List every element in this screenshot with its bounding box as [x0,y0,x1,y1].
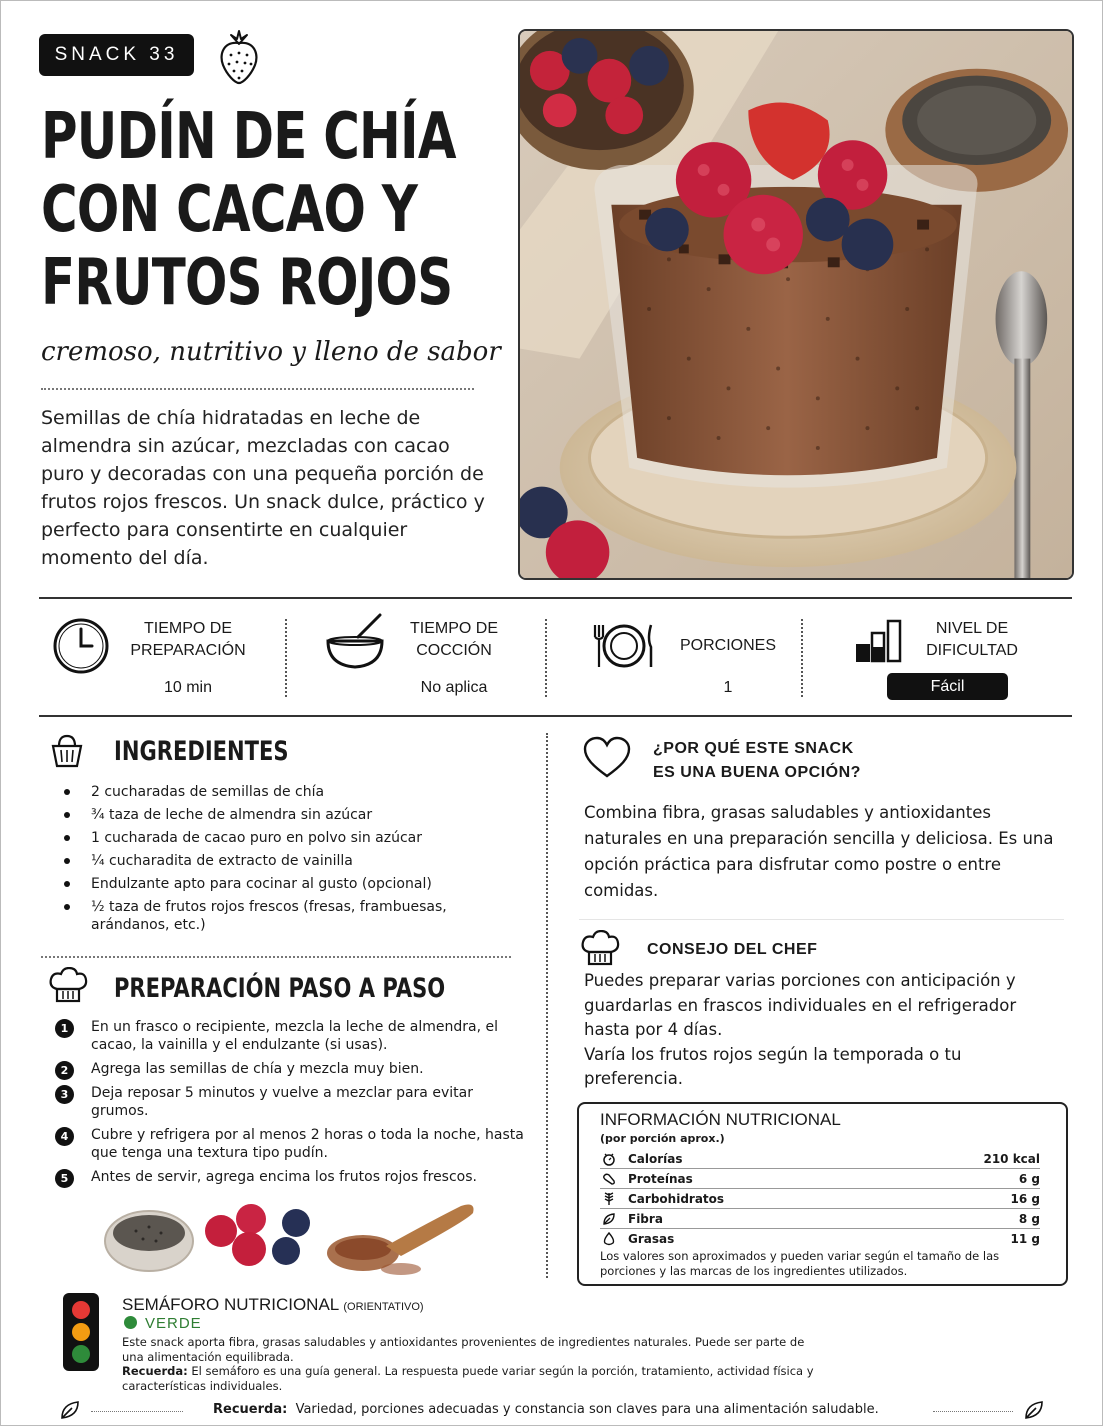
stat-value: No aplica [420,679,488,696]
why-text: Combina fibra, grasas saludables y antioxidantes naturales en una preparación sencilla y deliciosa. Es una opción práctica para disfrutar como postre o entre comidas. [584,803,1054,900]
nutrition-note: Los valores son aproximados y pueden variar según el tamaño de las porciones y las marcas de los ingredientes utilizados. [600,1249,1000,1278]
nutrient-name: Carbohidratos [628,1192,725,1206]
list-item: Endulzante apto para cocinar al gusto (opcional) [61,875,511,893]
semaforo-title [122,1295,424,1315]
chef-hat-icon [579,930,621,966]
semaforo-level [124,1315,202,1332]
semaforo-reminder-label: Recuerda: [122,1364,188,1378]
stat-value: 10 min [163,679,213,696]
protein-icon [602,1172,616,1186]
ingredients-title: INGREDIENTES [114,736,289,767]
chef-tip-paragraph: Puedes preparar varias porciones con anticipación y guardarlas en frascos individuales en el refrigerador hasta por 4 días. [584,971,1017,1039]
plate-icon [591,621,657,671]
divider [91,1411,183,1412]
nutrient-value: 16 g [1010,1192,1040,1206]
list-item [55,1018,525,1054]
calories-icon [602,1152,616,1166]
divider [545,619,547,697]
stat-label: TIEMPO DE PREPARACIÓN [130,620,246,659]
why-title [653,737,861,785]
basket-icon [49,732,85,768]
divider [285,619,287,697]
title-line: PUDÍN DE CHÍA [41,100,456,174]
steps-list [55,1018,525,1192]
fat-icon [602,1232,616,1246]
stat-label: PORCIONES [679,637,776,654]
ingredients-list [61,783,511,939]
nutrition-row [600,1210,1040,1229]
step-text: Antes de servir, agrega encima los frutos rojos frescos. [91,1169,477,1185]
fiber-icon [602,1212,616,1226]
nutrition-subtitle: (por porción aprox.) [600,1132,725,1145]
nutrition-row [600,1170,1040,1189]
stat-cook [389,599,519,715]
divider [546,733,548,1278]
step-number: 4 [55,1127,74,1146]
semaforo-description: Este snack aporta fibra, grasas saludables y antioxidantes provenientes de ingredientes naturales. Puede ser parte de una alimentación equilibrada. [122,1335,805,1364]
nutrient-value: 210 kcal [983,1152,1040,1166]
chef-tip-paragraph: Varía los frutos rojos según la temporada o tu preferencia. [584,1044,962,1088]
nutrition-row [600,1150,1040,1169]
step-text: Agrega las semillas de chía y mezcla muy bien. [91,1061,424,1077]
traffic-light-icon [63,1293,99,1371]
footer [1,1399,1103,1423]
title-line: FRUTOS ROJOS [41,246,453,320]
stat-label: NIVEL DE DIFICULTAD [926,620,1018,659]
why-title-line: ES UNA BUENA OPCIÓN? [653,764,861,781]
chef-hat-icon [47,967,89,1003]
nutrient-value: 6 g [1018,1172,1040,1186]
nutrient-name: Fibra [628,1212,663,1226]
list-item [55,1168,525,1186]
carbs-icon [602,1192,616,1206]
ingredients-illustration [101,1191,521,1281]
stat-portions [663,599,793,715]
leaf-icon [59,1399,81,1421]
title-line: CON CACAO Y [41,173,418,247]
semaforo-title-text: SEMÁFORO NUTRICIONAL [122,1295,339,1314]
why-title-line: ¿POR QUÉ ESTE SNACK [653,740,854,757]
step-number: 5 [55,1169,74,1188]
pudding-photo [518,29,1074,580]
divider [579,919,1064,920]
chef-tip-text [584,969,1059,1092]
footer-label: Recuerda: [213,1402,288,1417]
traffic-light-amber [72,1323,90,1341]
nutrition-box [577,1102,1068,1286]
step-number: 3 [55,1085,74,1104]
traffic-light-red [72,1301,90,1319]
clock-icon [52,617,110,675]
strawberry-icon [215,29,263,85]
divider [41,956,511,958]
list-item: ¼ cucharadita de extracto de vainilla [61,852,511,870]
chef-tip-title: CONSEJO DEL CHEF [647,941,818,958]
bowl-icon [324,613,386,671]
list-item [55,1084,525,1120]
divider [933,1411,1013,1412]
traffic-light-green [72,1345,90,1363]
nutrition-row [600,1230,1040,1249]
snack-badge: SNACK 33 [39,34,194,76]
step-text: Cubre y refrigera por al menos 2 horas o toda la noche, hasta que tenga una textura tipo pudín. [91,1127,524,1161]
nutrient-value: 8 g [1018,1212,1040,1226]
list-item: 2 cucharadas de semillas de chía [61,783,511,801]
step-number: 2 [55,1061,74,1080]
leaf-icon [1023,1399,1045,1421]
step-text: Deja reposar 5 minutos y vuelve a mezclar para evitar grumos. [91,1085,473,1119]
semaforo-reminder [122,1364,822,1393]
nutrition-row [600,1190,1040,1209]
list-item: 1 cucharada de cacao puro en polvo sin azúcar [61,829,511,847]
divider [801,619,803,697]
list-item: ¾ taza de leche de almendra sin azúcar [61,806,511,824]
level-bars-icon [855,619,903,663]
list-item: ½ taza de frutos rojos frescos (fresas, frambuesas, arándanos, etc.) [61,898,511,934]
difficulty-badge: Fácil [887,673,1008,700]
divider [41,388,474,390]
nutrient-name: Proteínas [628,1172,693,1186]
footer-message: Variedad, porciones adecuadas y constancia son claves para una alimentación saludable. [295,1402,879,1417]
stat-prep [123,599,253,715]
stat-value: 1 [723,679,733,696]
heart-icon [583,736,631,780]
nutrition-title: INFORMACIÓN NUTRICIONAL [600,1110,841,1129]
recipe-stats [39,597,1072,717]
stat-label: TIEMPO DE COCCIÓN [409,620,498,659]
semaforo-title-note: (ORIENTATIVO) [343,1301,424,1313]
nutrient-name: Calorías [628,1152,683,1166]
steps-title: PREPARACIÓN PASO A PASO [114,973,446,1004]
footer-text [213,1402,879,1417]
step-number: 1 [55,1019,74,1038]
semaforo-reminder-text: El semáforo es una guía general. La respuesta puede variar según la porción, tratamiento, actividad física y características individuales. [122,1364,814,1393]
intro-paragraph: Semillas de chía hidratadas en leche de almendra sin azúcar, mezcladas con cacao puro y decoradas con una pequeña porción de frutos rojos frescos. Un snack dulce, práctico y perfecto para consentirte en cualquier momento del día. [41,407,485,569]
list-item [55,1126,525,1162]
nutrient-name: Grasas [628,1232,675,1246]
green-dot-icon [124,1316,137,1329]
recipe-subtitle: cremoso, nutritivo y lleno de sabor [41,337,501,367]
list-item [55,1060,525,1078]
semaforo-level-text: VERDE [145,1315,202,1332]
semaforo-text [122,1335,822,1393]
nutrient-value: 11 g [1010,1232,1040,1246]
recipe-title [41,100,456,320]
step-text: En un frasco o recipiente, mezcla la leche de almendra, el cacao, la vainilla y el endulzante (si usas). [91,1019,499,1053]
